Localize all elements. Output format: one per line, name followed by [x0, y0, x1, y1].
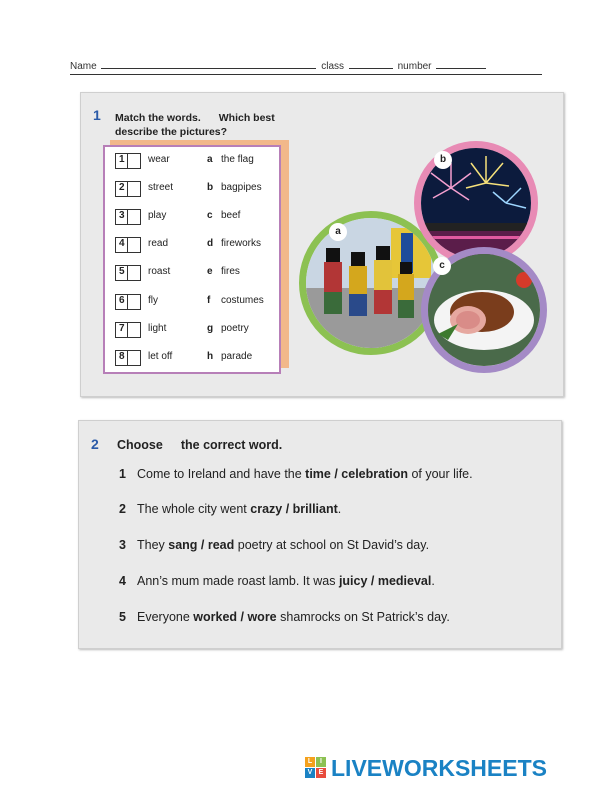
match-word: roast — [148, 266, 171, 277]
class-blank[interactable] — [349, 60, 393, 69]
match-word: wear — [148, 154, 170, 165]
answer-box[interactable]: 2 — [115, 181, 141, 197]
sentence-item: 4 Ann’s mum made roast lamb. It was juicy / medieval. — [119, 574, 435, 588]
instruction-part-b: the correct word. — [180, 438, 283, 452]
match-letter: c — [207, 210, 213, 221]
exercise-number: 2 — [91, 436, 99, 452]
picture-a-badge: a — [329, 223, 347, 241]
exercise-number: 1 — [93, 107, 101, 123]
match-letter: a — [207, 154, 213, 165]
match-word: light — [148, 323, 167, 334]
match-letter: f — [207, 295, 211, 306]
match-letter: h — [207, 351, 214, 362]
answer-box[interactable]: 5 — [115, 265, 141, 281]
match-word: read — [148, 238, 169, 249]
instruction-part-a: Choose — [117, 438, 163, 452]
word-choice[interactable]: sang / read — [168, 538, 235, 552]
instruction-part-b: Which best — [218, 112, 275, 124]
answer-box[interactable]: 4 — [115, 237, 141, 253]
matching-list — [103, 145, 281, 374]
exercise-2-panel — [78, 420, 562, 649]
exercise-1-instruction — [115, 111, 315, 139]
match-letter: d — [207, 238, 214, 249]
match-letter: e — [207, 266, 213, 277]
answer-box[interactable]: 6 — [115, 294, 141, 310]
match-definition: poetry — [221, 323, 249, 334]
word-choice[interactable]: time / celebration — [305, 467, 408, 481]
logo-mark-icon: L I V E — [305, 757, 327, 779]
name-label: Name — [70, 61, 97, 72]
match-definition: beef — [221, 210, 241, 221]
match-definition: fireworks — [221, 238, 262, 249]
sentence-item: 1 Come to Ireland and have the time / celebration of your life. — [119, 467, 473, 481]
answer-box[interactable]: 1 — [115, 153, 141, 169]
word-choice[interactable]: juicy / medieval — [338, 574, 432, 588]
match-definition: bagpipes — [221, 182, 262, 193]
match-letter: b — [207, 182, 214, 193]
match-word: let off — [148, 351, 173, 362]
picture-b-badge: b — [434, 151, 452, 169]
instruction-part-c: describe the pictures? — [115, 126, 228, 138]
match-definition: parade — [221, 351, 253, 362]
match-definition: costumes — [221, 295, 264, 306]
match-definition: fires — [221, 266, 240, 277]
number-blank[interactable] — [436, 60, 486, 69]
class-label: class — [321, 61, 345, 72]
match-word: street — [148, 182, 174, 193]
instruction-part-a: Match the words. — [115, 112, 201, 124]
sentence-item: 5 Everyone worked / wore shamrocks on St Patrick’s day. — [119, 610, 450, 624]
word-choice[interactable]: worked / wore — [193, 610, 277, 624]
exercise-1-panel — [80, 92, 564, 397]
match-word: play — [148, 210, 167, 221]
answer-box[interactable]: 8 — [115, 350, 141, 366]
number-label: number — [397, 61, 432, 72]
student-info-line — [70, 60, 542, 75]
match-letter: g — [207, 323, 214, 334]
name-blank[interactable] — [101, 60, 316, 69]
sentence-item: 2 The whole city went crazy / brilliant. — [119, 502, 342, 516]
sentence-item: 3 They sang / read poetry at school on St David’s day. — [119, 538, 430, 552]
match-word: fly — [148, 295, 158, 306]
logo-text: LIVEWORKSHEETS — [331, 755, 547, 781]
picture-c-badge: c — [433, 257, 451, 275]
match-definition: the flag — [221, 154, 254, 165]
answer-box[interactable]: 7 — [115, 322, 141, 338]
answer-box[interactable]: 3 — [115, 209, 141, 225]
word-choice[interactable]: crazy / brilliant — [250, 502, 338, 516]
exercise-2-instruction — [117, 438, 282, 452]
